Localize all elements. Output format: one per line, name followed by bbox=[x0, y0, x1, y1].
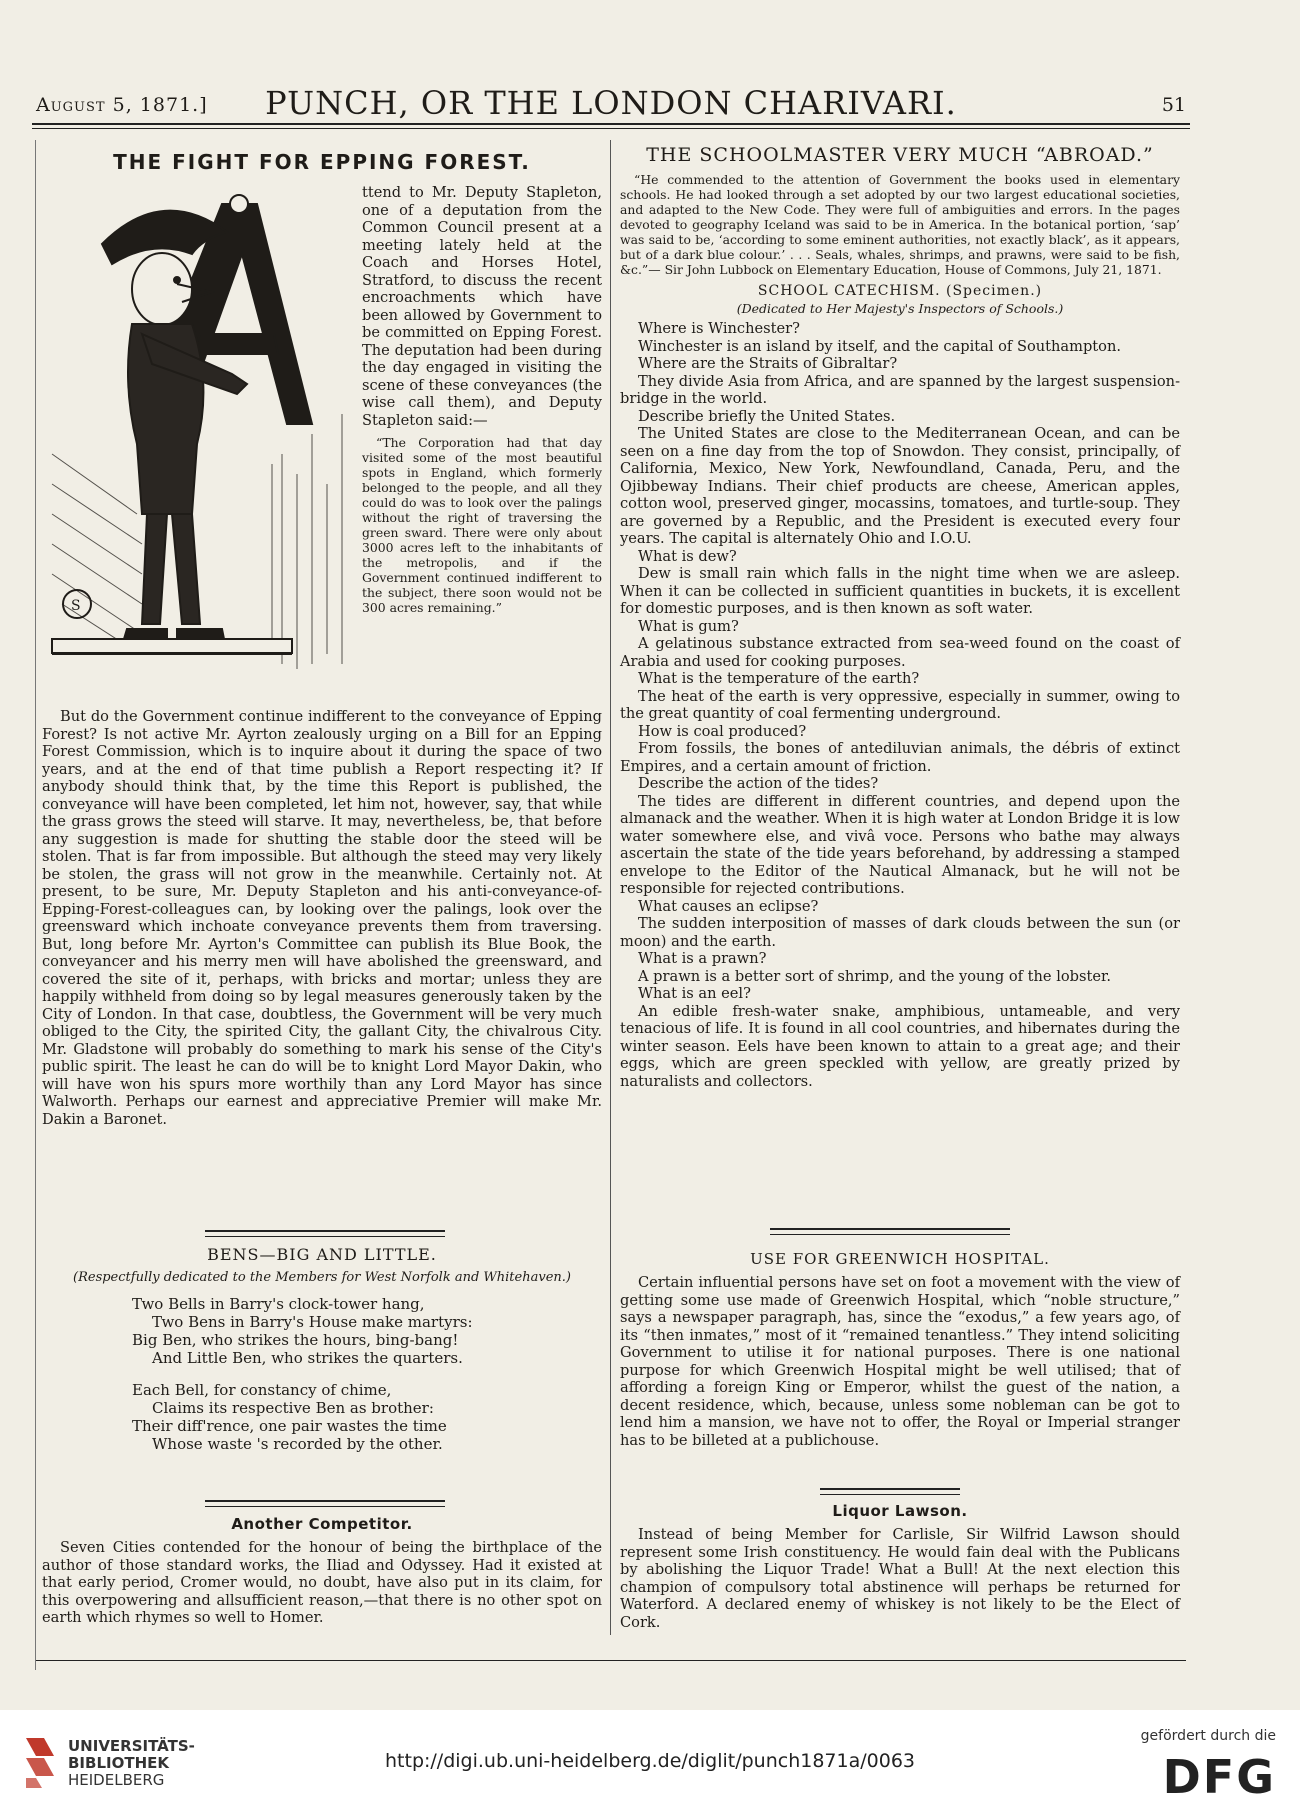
greenwich-article bbox=[620, 1250, 1180, 1449]
answer: The heat of the earth is very oppressive, especially in summer, owing to the great quantity of coal fermenting underground. bbox=[620, 687, 1180, 722]
svg-text:S: S bbox=[71, 598, 81, 614]
answer: Winchester is an island by itself, and the capital of Southampton. bbox=[638, 337, 1121, 355]
poem-line: Their diff'rence, one pair wastes the time bbox=[132, 1417, 447, 1435]
cartoon-illustration bbox=[42, 184, 357, 704]
epping-quote: “The Corporation had that day visited some of the most beautiful spots in England, which formerly belonged to the people, and all they could do was to look over the palings without the right of traversing the green sward. There were only about 3000 acres left to the inhabitants of the metropolis, and if the Government continued indifferent to the subject, there soon would not be 300 acres remaining.” bbox=[362, 435, 602, 615]
answer: The United States are close to the Mediterranean Ocean, and can be seen on a fine day from the top of Snowdon. They consist, principally, of California, Mexico, New York, Newfoundland, Canada, Peru, and the Ojibbeway Indians. Their chief products are cheese, American apples, cotton wool, preserved ginger, mocassins, tomatoes, and turtle-soup. They are governed by a Republic, and the President is executed every four years. The capital is alternately Ohio and I.O.U. bbox=[620, 425, 1180, 547]
poem-line: Big Ben, who strikes the hours, bing-bang! bbox=[132, 1331, 459, 1349]
question: Describe briefly the United States. bbox=[638, 407, 896, 425]
footer-rule bbox=[36, 1660, 1186, 1661]
question: Describe the action of the tides? bbox=[638, 775, 879, 792]
section-rule bbox=[820, 1488, 960, 1495]
schoolmaster-article bbox=[620, 144, 1180, 1090]
masthead bbox=[36, 84, 1186, 124]
epping-intro: ttend to Mr. Deputy Stapleton, one of a deputation from the Common Council present at a meeting lately held at the Coach and Horses Hotel, Stratford, to discuss the recent encroachments which have been allowed by Government to be committed on Epping Forest. The deputation had been during the day engaged in visiting the scene of these conveyances (the wise call them), and Deputy Stapleton said:— bbox=[362, 184, 602, 429]
question: What is an eel? bbox=[638, 985, 751, 1002]
library-name-line3: HEIDELBERG bbox=[68, 1771, 165, 1789]
margin-rule bbox=[35, 140, 36, 1670]
column-divider bbox=[610, 140, 611, 1635]
catechism-title: SCHOOL CATECHISM. (Specimen.) bbox=[757, 283, 1043, 299]
header-rule-thin bbox=[32, 128, 1190, 129]
answer: From fossils, the bones of antediluvian animals, the débris of extinct Empires, and a certain amount of friction. bbox=[620, 740, 1180, 775]
question: What causes an eclipse? bbox=[638, 897, 819, 915]
section-rule bbox=[770, 1228, 1010, 1235]
question: What is a prawn? bbox=[638, 950, 767, 967]
source-url[interactable]: http://digi.ub.uni-heidelberg.de/diglit/punch1871a/0063 bbox=[385, 1750, 915, 1772]
poem-line: And Little Ben, who strikes the quarters. bbox=[152, 1349, 463, 1367]
question: Where is Winchester? bbox=[638, 320, 800, 337]
schoolmaster-title: THE SCHOOLMASTER VERY MUCH “ABROAD.” bbox=[646, 144, 1154, 166]
bens-title: BENS—BIG AND LITTLE. bbox=[207, 1245, 437, 1264]
poem-line: Two Bens in Barry's House make martyrs: bbox=[152, 1313, 473, 1331]
lawson-text: Instead of being Member for Carlisle, Sir Wilfrid Lawson should represent some Irish constituency. He would fain deal with the Publicans by abolishing the Liquor Trade! What a Bull! At the next election this champion of compulsory total abstinence will perhaps be returned for Waterford. A declared enemy of whiskey is not likely to be the Elect of Cork. bbox=[620, 1526, 1180, 1631]
section-rule bbox=[205, 1230, 445, 1237]
greenwich-text: Certain influential persons have set on foot a movement with the view of getting some use made of Greenwich Hospital, which “noble structure,” says a newspaper paragraph, has, since the “exodus,” a few years ago, of its “then inmates,” most of it “remained tenantless.” They intend soliciting Government to utilise it for national purposes. There is one national purpose for which Greenwich Hospital might be well utilised; that of affording a foreign King or Emperor, whilst the guest of the nation, a decent residence, which, because, unless some nobleman can be got to lend him a mansion, we have not to offer, the Royal or Imperial stranger has to be billeted at a publichouse. bbox=[620, 1274, 1180, 1449]
poem-line: Two Bells in Barry's clock-tower hang, bbox=[132, 1295, 425, 1313]
lawson-article bbox=[620, 1502, 1180, 1631]
publication-title: PUNCH, OR THE LONDON CHARIVARI. bbox=[265, 84, 957, 122]
library-name-line2: BIBLIOTHEK bbox=[68, 1754, 169, 1772]
answer: Dew is small rain which falls in the night time when we are asleep. When it can be collected in sufficient quantities in buckets, it is excellent for domestic purposes, and is then known as soft water. bbox=[620, 565, 1180, 617]
epping-article bbox=[42, 150, 602, 1128]
epping-title: THE FIGHT FOR EPPING FOREST. bbox=[113, 150, 531, 174]
catechism-dedication: (Dedicated to Her Majesty's Inspectors of Schools.) bbox=[736, 301, 1064, 316]
issue-date: August 5, 1871.] bbox=[36, 94, 208, 116]
sponsor-text: gefördert durch die bbox=[1140, 1728, 1276, 1744]
answer: The tides are different in different countries, and depend upon the almanack and the weather. When it is high water at London Bridge it is low water somewhere else, and vivâ voce. Persons who bathe may always ascertain the state of the tide years beforehand, by addressing a stamped envelope to the Editor of the Nautical Almanack, but he will not be responsible for rejected contributions. bbox=[620, 792, 1180, 897]
question: How is coal produced? bbox=[638, 722, 807, 740]
answer: An edible fresh-water snake, amphibious, untameable, and very tenacious of life. It is found in all cool countries, and hibernates during the winter season. Eels have been known to attain to a great age; and their eggs, which are green speckled with yellow, are greatly prized by naturalists and collectors. bbox=[620, 1002, 1180, 1090]
library-name-line1: UNIVERSITÄTS- bbox=[68, 1737, 195, 1755]
question: What is gum? bbox=[638, 617, 739, 635]
epping-body: But do the Government continue indifferent to the conveyance of Epping Forest? Is not active Mr. Ayrton zealously urging on a Bill for an Epping Forest Commission, which is to inquire about it during the space of two years, and at the end of that time publish a Report respecting it? If anybody should think that, by the time this Report is published, the conveyance will have been completed, let him not, however, say, that while the grass grows the steed will starve. It may, nevertheless, be, that before any suggestion is made for shutting the stable door the steed will be stolen. That is far from impossible. But although the steed may very likely be stolen, the grass will not grow in the meanwhile. Certainly not. At present, to be sure, Mr. Deputy Stapleton and his anti-conveyance-of-Epping-Forest-colleagues can, by looking over the palings, look over the greensward which inchoate conveyance prevents them from traversing. But, long before Mr. Ayrton's Committee can publish its Blue Book, the conveyancer and his merry men will have abolished the greensward, and covered the site of it, perhaps, with bricks and mortar; unless they are happily withheld from doing so by legal measures generously taken by the City of London. In that case, doubtless, the Government will be very much obliged to the City, the spirited City, the gallant City, the chivalrous City. Mr. Gladstone will probably do something to mark his sense of the City's public spirit. The least he can do will be to knight Lord Mayor Dakin, who will have won his spurs more worthily than any Lord Mayor has since Walworth. Perhaps our earnest and appreciative Premier will make Mr. Dakin a Baronet. bbox=[42, 708, 602, 1128]
competitor-title: Another Competitor. bbox=[231, 1515, 413, 1533]
greenwich-title: USE FOR GREENWICH HOSPITAL. bbox=[750, 1250, 1050, 1268]
schoolmaster-intro: “He commended to the attention of Government the books used in elementary schools. He had looked through a set adopted by our two largest educational societies, and adapted to the New Code. They were full of ambiguities and errors. In the pages devoted to geography Iceland was said to be in America. In the botanical portion, ‘sap’ was said to be, ‘according to some eminent authorities, not exactly black’, as it appears, but of a dark blue colour.’ . . . Seals, whales, shrimps, and prawns, were said to be fish, &c.”— Sir John Lubbock on Elementary Education, House of Commons, July 21, 1871. bbox=[620, 172, 1180, 277]
header-rule bbox=[32, 123, 1190, 125]
answer: A prawn is a better sort of shrimp, and the young of the lobster. bbox=[638, 967, 1111, 985]
section-rule bbox=[205, 1500, 445, 1507]
lawson-title: Liquor Lawson. bbox=[832, 1502, 968, 1520]
question: What is the temperature of the earth? bbox=[638, 670, 920, 687]
answer: The sudden interposition of masses of dark clouds between the sun (or moon) and the earth. bbox=[620, 915, 1180, 950]
competitor-text: Seven Cities contended for the honour of being the birthplace of the author of those standard works, the Iliad and Odyssey. Had it existed at that early period, Cromer would, no doubt, have also put in its claim, for this overpowering and allsufficient reason,—that there is no other spot on earth which rhymes so well to Homer. bbox=[42, 1539, 602, 1626]
competitor-article bbox=[42, 1515, 602, 1627]
question: Where are the Straits of Gibraltar? bbox=[638, 355, 898, 372]
poem-line: Whose waste 's recorded by the other. bbox=[152, 1435, 443, 1453]
bens-poem bbox=[42, 1245, 602, 1453]
digitization-footer bbox=[0, 1710, 1300, 1816]
bens-dedication: (Respectfully dedicated to the Members for West Norfolk and Whitehaven.) bbox=[73, 1270, 571, 1285]
answer: A gelatinous substance extracted from sea-weed found on the coast of Arabia and used for cooking purposes. bbox=[620, 635, 1180, 670]
poem-line: Claims its respective Ben as brother: bbox=[152, 1399, 434, 1417]
catechism-list bbox=[620, 320, 1180, 1090]
answer: They divide Asia from Africa, and are spanned by the largest suspension-bridge in the world. bbox=[620, 372, 1180, 407]
page-number: 51 bbox=[1161, 94, 1186, 116]
poem-line: Each Bell, for constancy of chime, bbox=[132, 1381, 392, 1399]
dfg-logo: DFG bbox=[1162, 1750, 1276, 1804]
question: What is dew? bbox=[638, 547, 737, 565]
